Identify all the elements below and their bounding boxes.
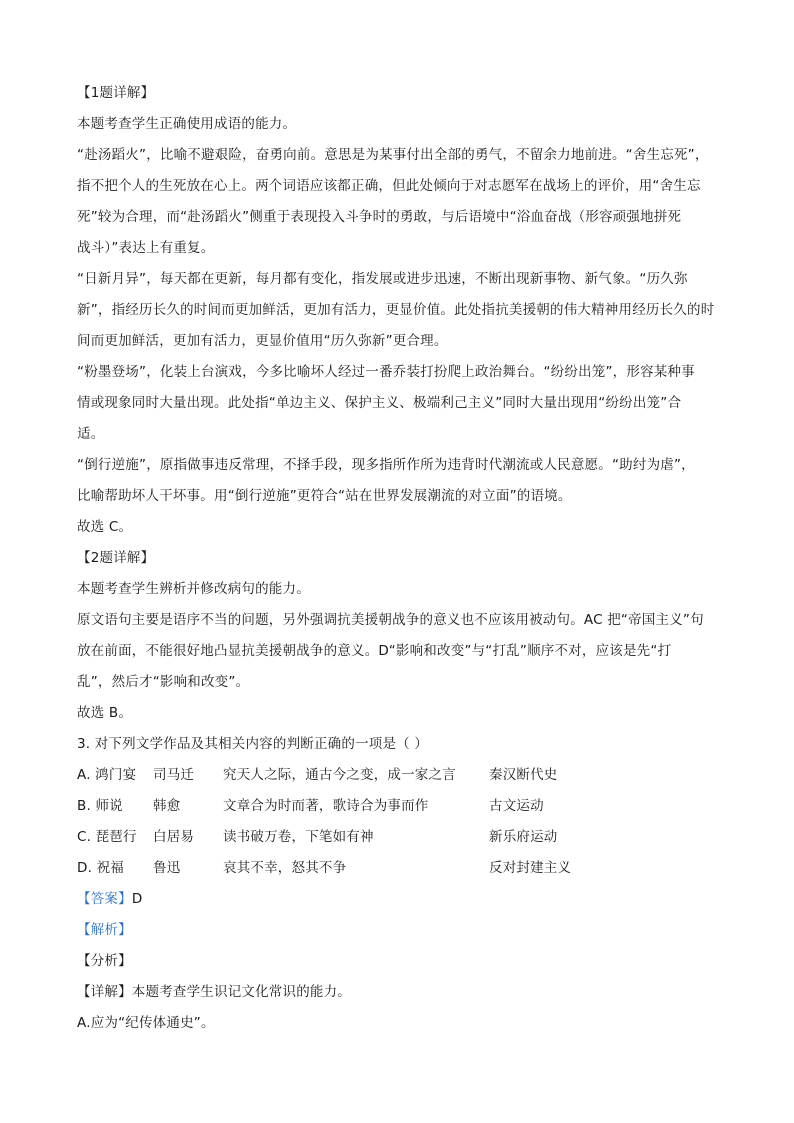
q1-para4-line: “倒行逆施”，原指做事违反常理，不择手段，现多指所作所为违背时代潮流或人民意愿。“助纣为虐”， (77, 457, 695, 473)
q3-a-note: A.应为“纪传体通史”。 (77, 1015, 215, 1031)
document-page (77, 78, 727, 1039)
option-note: 古文运动 (489, 798, 544, 814)
q3-option-d (77, 853, 727, 884)
option-quote: 究天人之际，通古今之变，成一家之言 (223, 767, 456, 783)
q1-para3-line: 情或现象同时大量出现。此处指“单边主义、保护主义、极端利己主义”同时大量出现用“纷纷出笼”合 (77, 395, 682, 411)
option-note: 反对封建主义 (489, 860, 572, 876)
option-author: 白居易 (153, 829, 195, 845)
q1-para2-line: 新”，指经历长久的时间而更加鲜活，更加有活力，更显价值。此处指抗美援朝的伟大精神用经历长久的时 (77, 302, 715, 318)
q1-para1-line: “赴汤蹈火”，比喻不避艰险，奋勇向前。意思是为某事付出全部的勇气，不留余力地前进。“舍生忘死”， (77, 147, 709, 163)
q1-answer: 故选 C。 (77, 519, 133, 535)
answer-tag: 【答案】 (77, 891, 132, 907)
q2-intro: 本题考查学生辨析并修改病句的能力。 (77, 581, 310, 597)
q1-intro: 本题考查学生正确使用成语的能力。 (77, 116, 297, 132)
q1-para1-line: 战斗）”表达上有重复。 (77, 240, 215, 256)
q1-para4-line: 比喻帮助坏人干坏事。用“倒行逆施”更符合“站在世界发展潮流的对立面”的语境。 (77, 488, 572, 504)
option-quote: 读书破万卷，下笔如有神 (223, 829, 374, 845)
answer-value: D (131, 891, 143, 907)
q2-para1-line: 放在前面，不能很好地凸显抗美援朝战争的意义。D“影响和改变”与“打乱”顺序不对，应该是先“打 (77, 643, 672, 659)
q3-option-a (77, 760, 727, 791)
option-label: B. 师说 (77, 798, 123, 814)
analysis-tag: 【解析】 (77, 922, 132, 938)
q3-option-b (77, 791, 727, 822)
q3-option-c (77, 822, 727, 853)
q1-para1-line: 死”较为合理，而“赴汤蹈火”侧重于表现投入斗争时的勇敢，与后语境中“浴血奋战（形容顽强地拼死 (77, 209, 682, 225)
q1-para1-line: 指不把个人的生死放在心上。两个词语应该都正确，但此处倾向于对志愿军在战场上的评价，用“舍生忘 (77, 178, 701, 194)
option-author: 韩愈 (153, 798, 181, 814)
q2-heading: 【2题详解】 (77, 550, 155, 566)
q1-para2-line: 间而更加鲜活，更加有活力，更显价值用“历久弥新”更合理。 (77, 333, 448, 349)
q1-para2-line: “日新月异”，每天都在更新，每月都有变化，指发展或进步迅速，不断出现新事物、新气象。“历久弥 (77, 271, 688, 287)
q3-question: 3. 对下列文学作品及其相关内容的判断正确的一项是（ ） (77, 736, 429, 752)
fenxi-tag: 【分析】 (77, 953, 132, 969)
option-author: 鲁迅 (153, 860, 181, 876)
option-note: 秦汉断代史 (489, 767, 558, 783)
option-label: A. 鸿门宴 (77, 767, 137, 783)
q2-answer: 故选 B。 (77, 705, 133, 721)
q3-detail: 【详解】本题考查学生识记文化常识的能力。 (77, 984, 351, 1000)
option-label: C. 琵琶行 (77, 829, 137, 845)
q3-answer (77, 884, 727, 915)
option-quote: 文章合为时而著，歌诗合为事而作 (223, 798, 429, 814)
option-note: 新乐府运动 (489, 829, 558, 845)
q1-heading: 【1题详解】 (77, 85, 155, 101)
option-label: D. 祝福 (77, 860, 124, 876)
option-author: 司马迁 (153, 767, 195, 783)
q1-para3-line: “粉墨登场”，化装上台演戏，今多比喻坏人经过一番乔装打扮爬上政治舞台。“纷纷出笼”，形容某种事 (77, 364, 695, 380)
q1-para3-line: 适。 (77, 426, 105, 442)
option-quote: 哀其不幸，怒其不争 (223, 860, 347, 876)
q2-para1-line: 乱”，然后才“影响和改变”。 (77, 674, 250, 690)
q2-para1-line: 原文语句主要是语序不当的问题，另外强调抗美援朝战争的意义也不应该用被动句。AC 把“帝国主义”句 (77, 612, 704, 628)
